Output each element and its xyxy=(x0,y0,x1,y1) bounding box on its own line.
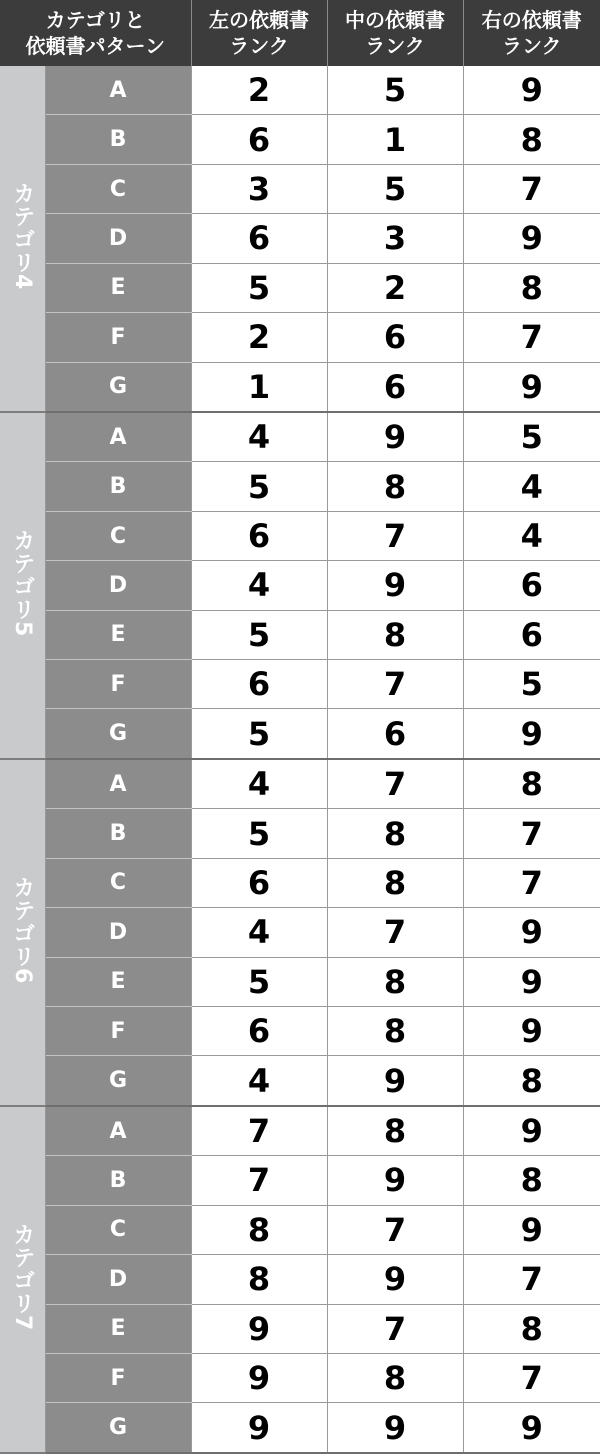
rank-table-body xyxy=(0,66,600,1453)
table-row xyxy=(0,561,600,610)
header-category-pattern xyxy=(0,0,191,66)
category-label: カテゴリ4 xyxy=(9,182,35,291)
left-rank-cell: 4 xyxy=(191,412,327,462)
table-row xyxy=(0,313,600,362)
right-rank-cell: 9 xyxy=(463,1007,600,1056)
center-rank-cell: 9 xyxy=(327,1255,463,1304)
center-rank-cell: 8 xyxy=(327,610,463,659)
left-rank-cell: 9 xyxy=(191,1304,327,1353)
pattern-cell: E xyxy=(45,610,191,659)
left-rank-cell: 5 xyxy=(191,462,327,511)
pattern-cell: G xyxy=(45,1403,191,1453)
pattern-cell: D xyxy=(45,214,191,263)
right-rank-cell: 9 xyxy=(463,362,600,412)
center-rank-cell: 9 xyxy=(327,1056,463,1106)
right-rank-cell: 7 xyxy=(463,809,600,858)
center-rank-cell: 9 xyxy=(327,412,463,462)
table-row xyxy=(0,809,600,858)
left-rank-cell: 6 xyxy=(191,858,327,907)
center-rank-cell: 8 xyxy=(327,462,463,511)
center-rank-cell: 7 xyxy=(327,511,463,560)
header-right-rank xyxy=(463,0,600,66)
left-rank-cell: 5 xyxy=(191,709,327,759)
center-rank-cell: 8 xyxy=(327,858,463,907)
category-label: カテゴリ5 xyxy=(9,529,35,638)
right-rank-cell: 7 xyxy=(463,313,600,362)
center-rank-cell: 5 xyxy=(327,66,463,115)
header-left-line2: ランク xyxy=(229,34,289,58)
right-rank-cell: 9 xyxy=(463,1403,600,1453)
left-rank-cell: 7 xyxy=(191,1106,327,1156)
left-rank-cell: 4 xyxy=(191,759,327,809)
left-rank-cell: 1 xyxy=(191,362,327,412)
header-right-line1: 右の依頼書 xyxy=(481,8,582,32)
left-rank-cell: 2 xyxy=(191,313,327,362)
left-rank-cell: 6 xyxy=(191,214,327,263)
left-rank-cell: 4 xyxy=(191,561,327,610)
left-rank-cell: 3 xyxy=(191,164,327,213)
center-rank-cell: 8 xyxy=(327,1353,463,1402)
table-row xyxy=(0,1255,600,1304)
pattern-cell: F xyxy=(45,313,191,362)
header-category-line2: 依頼書パターン xyxy=(25,34,166,58)
category-cell xyxy=(0,1106,45,1453)
left-rank-cell: 9 xyxy=(191,1403,327,1453)
center-rank-cell: 6 xyxy=(327,709,463,759)
table-row xyxy=(0,858,600,907)
right-rank-cell: 8 xyxy=(463,1056,600,1106)
right-rank-cell: 7 xyxy=(463,164,600,213)
right-rank-cell: 9 xyxy=(463,957,600,1006)
table-row xyxy=(0,462,600,511)
left-rank-cell: 6 xyxy=(191,115,327,164)
center-rank-cell: 7 xyxy=(327,759,463,809)
table-row xyxy=(0,1353,600,1402)
center-rank-cell: 9 xyxy=(327,1403,463,1453)
category-cell xyxy=(0,759,45,1106)
header-left-rank xyxy=(191,0,327,66)
right-rank-cell: 9 xyxy=(463,709,600,759)
right-rank-cell: 9 xyxy=(463,66,600,115)
right-rank-cell: 7 xyxy=(463,1353,600,1402)
center-rank-cell: 8 xyxy=(327,1007,463,1056)
right-rank-cell: 8 xyxy=(463,1304,600,1353)
category-label: カテゴリ6 xyxy=(9,876,35,985)
table-row xyxy=(0,1056,600,1106)
table-row xyxy=(0,412,600,462)
center-rank-cell: 5 xyxy=(327,164,463,213)
pattern-cell: B xyxy=(45,115,191,164)
table-row xyxy=(0,957,600,1006)
right-rank-cell: 6 xyxy=(463,610,600,659)
left-rank-cell: 6 xyxy=(191,660,327,709)
left-rank-cell: 8 xyxy=(191,1255,327,1304)
table-row xyxy=(0,1205,600,1254)
right-rank-cell: 9 xyxy=(463,1106,600,1156)
right-rank-cell: 8 xyxy=(463,115,600,164)
center-rank-cell: 7 xyxy=(327,660,463,709)
category-cell xyxy=(0,66,45,412)
table-row xyxy=(0,66,600,115)
left-rank-cell: 6 xyxy=(191,1007,327,1056)
pattern-cell: D xyxy=(45,561,191,610)
table-row xyxy=(0,1007,600,1056)
pattern-cell: G xyxy=(45,709,191,759)
header-category-line1: カテゴリと xyxy=(45,8,145,32)
right-rank-cell: 9 xyxy=(463,908,600,957)
left-rank-cell: 9 xyxy=(191,1353,327,1402)
table-row xyxy=(0,908,600,957)
right-rank-cell: 4 xyxy=(463,462,600,511)
table-row xyxy=(0,1106,600,1156)
right-rank-cell: 6 xyxy=(463,561,600,610)
left-rank-cell: 5 xyxy=(191,610,327,659)
pattern-cell: G xyxy=(45,362,191,412)
center-rank-cell: 6 xyxy=(327,313,463,362)
pattern-cell: C xyxy=(45,164,191,213)
table-row xyxy=(0,709,600,759)
center-rank-cell: 2 xyxy=(327,263,463,312)
pattern-cell: G xyxy=(45,1056,191,1106)
center-rank-cell: 1 xyxy=(327,115,463,164)
right-rank-cell: 8 xyxy=(463,1156,600,1205)
left-rank-cell: 4 xyxy=(191,1056,327,1106)
right-rank-cell: 7 xyxy=(463,858,600,907)
center-rank-cell: 3 xyxy=(327,214,463,263)
pattern-cell: D xyxy=(45,1255,191,1304)
table-row xyxy=(0,759,600,809)
pattern-cell: A xyxy=(45,66,191,115)
pattern-cell: C xyxy=(45,511,191,560)
right-rank-cell: 7 xyxy=(463,1255,600,1304)
pattern-cell: B xyxy=(45,462,191,511)
right-rank-cell: 8 xyxy=(463,759,600,809)
right-rank-cell: 8 xyxy=(463,263,600,312)
header-center-rank xyxy=(327,0,463,66)
category-cell xyxy=(0,412,45,759)
center-rank-cell: 9 xyxy=(327,561,463,610)
pattern-cell: E xyxy=(45,1304,191,1353)
pattern-cell: B xyxy=(45,1156,191,1205)
pattern-cell: B xyxy=(45,809,191,858)
header-row xyxy=(0,0,600,66)
right-rank-cell: 9 xyxy=(463,1205,600,1254)
right-rank-cell: 5 xyxy=(463,412,600,462)
table-row xyxy=(0,511,600,560)
center-rank-cell: 7 xyxy=(327,1304,463,1353)
header-center-line2: ランク xyxy=(365,34,425,58)
table-row xyxy=(0,1304,600,1353)
table-row xyxy=(0,164,600,213)
table-row xyxy=(0,362,600,412)
table-row xyxy=(0,115,600,164)
table-row xyxy=(0,214,600,263)
table-row xyxy=(0,1156,600,1205)
category-label: カテゴリ7 xyxy=(9,1223,35,1332)
center-rank-cell: 7 xyxy=(327,1205,463,1254)
center-rank-cell: 8 xyxy=(327,957,463,1006)
table-row xyxy=(0,263,600,312)
center-rank-cell: 8 xyxy=(327,1106,463,1156)
left-rank-cell: 8 xyxy=(191,1205,327,1254)
pattern-cell: C xyxy=(45,858,191,907)
header-left-line1: 左の依頼書 xyxy=(209,8,310,32)
header-right-line2: ランク xyxy=(501,34,562,58)
left-rank-cell: 5 xyxy=(191,809,327,858)
left-rank-cell: 5 xyxy=(191,263,327,312)
left-rank-cell: 2 xyxy=(191,66,327,115)
right-rank-cell: 9 xyxy=(463,214,600,263)
pattern-cell: C xyxy=(45,1205,191,1254)
right-rank-cell: 4 xyxy=(463,511,600,560)
pattern-cell: F xyxy=(45,1007,191,1056)
pattern-cell: A xyxy=(45,412,191,462)
center-rank-cell: 7 xyxy=(327,908,463,957)
center-rank-cell: 6 xyxy=(327,362,463,412)
left-rank-cell: 4 xyxy=(191,908,327,957)
pattern-cell: D xyxy=(45,908,191,957)
pattern-cell: A xyxy=(45,1106,191,1156)
header-center-line1: 中の依頼書 xyxy=(345,8,446,32)
table-row xyxy=(0,660,600,709)
pattern-cell: F xyxy=(45,1353,191,1402)
pattern-cell: A xyxy=(45,759,191,809)
right-rank-cell: 5 xyxy=(463,660,600,709)
pattern-cell: F xyxy=(45,660,191,709)
left-rank-cell: 7 xyxy=(191,1156,327,1205)
table-row xyxy=(0,1403,600,1453)
left-rank-cell: 5 xyxy=(191,957,327,1006)
pattern-cell: E xyxy=(45,957,191,1006)
center-rank-cell: 9 xyxy=(327,1156,463,1205)
pattern-cell: E xyxy=(45,263,191,312)
table-row xyxy=(0,610,600,659)
left-rank-cell: 6 xyxy=(191,511,327,560)
center-rank-cell: 8 xyxy=(327,809,463,858)
